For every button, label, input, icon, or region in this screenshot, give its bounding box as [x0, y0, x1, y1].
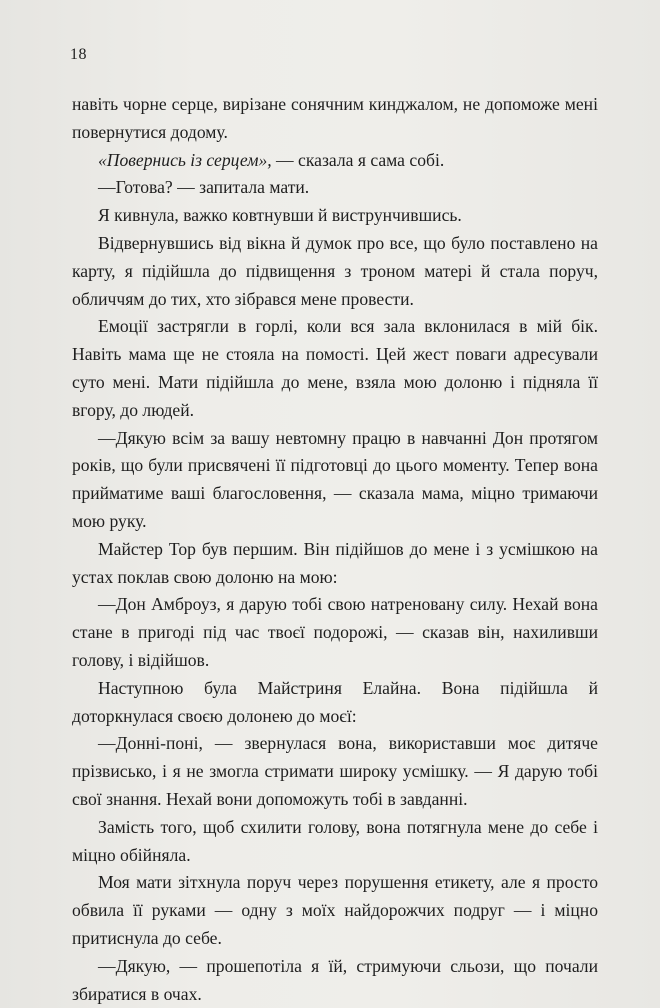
paragraph: Я кивнула, важко ковтнувши й виструнчившись.	[98, 205, 462, 226]
page-number: 18	[70, 46, 87, 63]
paragraph: Наступною була Майстриня Елайна. Вона підійшла й доторкнулася своєю долонею до моєї:	[72, 677, 598, 726]
paragraph: навіть чорне серце, вирізане сонячним кинджалом, не допоможе мені повернутися додому.	[72, 94, 598, 142]
paragraph: Майстер Тор був першим. Він підійшов до мене і з усмішкою на устах поклав свою долоню на мою:	[72, 538, 598, 587]
paragraph: —Готова? — запитала мати.	[98, 177, 310, 198]
paragraph: —Дон Амброуз, я дарую тобі свою натреновану силу. Нехай вона стане в пригоді під час твоєї подорожі, — сказав він, нахиливши голову, і відійшов.	[72, 594, 598, 670]
paragraph: «Повернись із серцем», — сказала я сама собі.	[98, 149, 445, 170]
paragraph: —Дякую, — прошепотіла я їй, стримуючи сльози, що почали збиратися в очах.	[72, 955, 598, 1004]
paragraph: —Дякую всім за вашу невтомну працю в навчанні Дон протягом років, що були присвячені її підготовці до цього моменту. Тепер вона прийматиме ваші благословення, — сказала мама, міцно тримаючи мою руку.	[72, 427, 598, 531]
italic-quote: «Повернись із серцем»,	[98, 149, 272, 170]
paragraph: Замість того, щоб схилити голову, вона потягнула мене до себе і міцно обійняла.	[72, 816, 598, 865]
paragraph: Моя мати зітхнула поруч через порушення етикету, але я просто обвила її руками — одну з моїх найдорожчих подруг — і міцно притиснула до себе.	[72, 872, 598, 948]
paragraph: Емоції застрягли в горлі, коли вся зала вклонилася в мій бік. Навіть мама ще не стояла на помості. Цей жест поваги адресували суто мені. Мати підійшла до мене, взяла мою долоню і підняла її вгору, до людей.	[72, 316, 598, 420]
paragraph: —Донні-поні, — звернулася вона, використавши моє дитяче прізвисько, і я не змогла стримати широку усмішку. — Я дарую тобі свої знання. Нехай вони допоможуть тобі в завданні.	[72, 733, 598, 809]
body-text	[72, 91, 598, 1008]
paragraph: Відвернувшись від вікна й думок про все, що було поставлено на карту, я підійшла до підвищення з троном матері й стала поруч, обличчям до тих, хто зібрався мене провести.	[72, 232, 598, 309]
